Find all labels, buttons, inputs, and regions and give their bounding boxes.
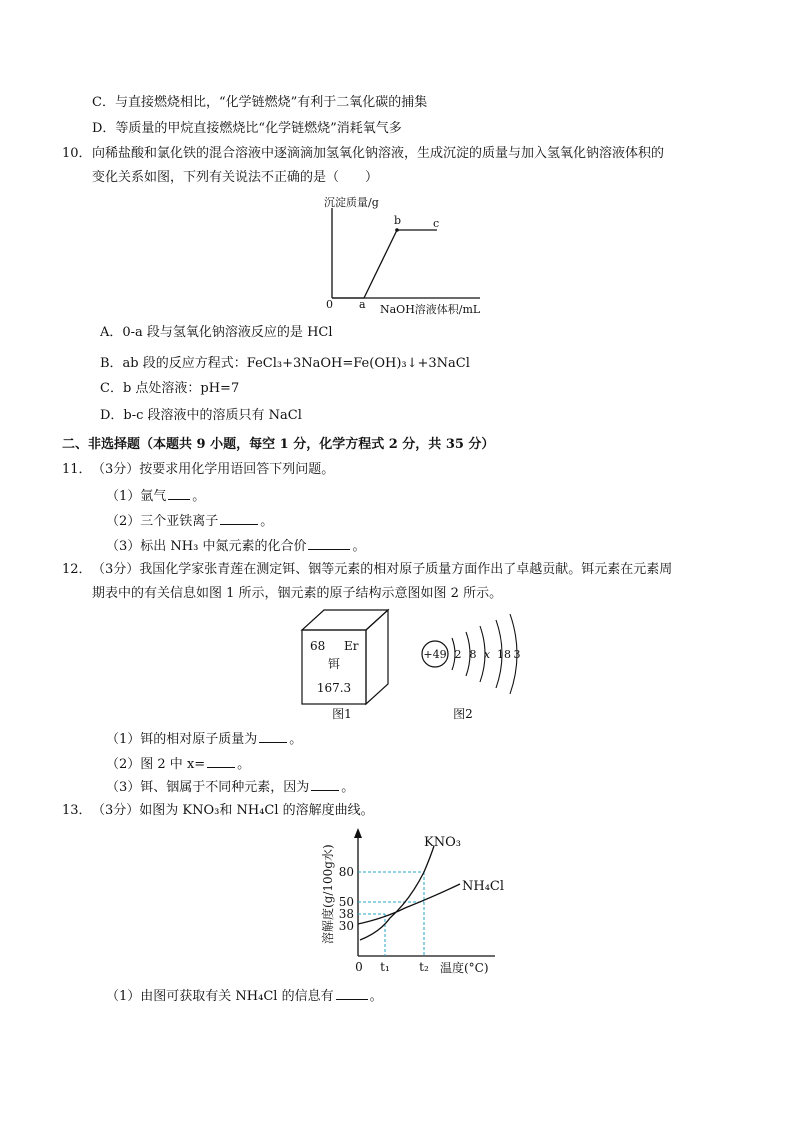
answer-blank (220, 511, 258, 525)
nh4cl-curve (358, 884, 460, 924)
answer-blank (168, 486, 190, 500)
q11-stem: （3分）按要求用化学用语回答下列问题。 (92, 462, 335, 477)
q13-number: 13． (62, 803, 92, 818)
answer-blank (308, 536, 350, 550)
erbium-periodic-cell-figure (296, 608, 396, 723)
x-tick-t1: t₁ (380, 960, 390, 974)
q10-option-a: A．0-a 段与氢氧化钠溶液反应的是 HCl (100, 325, 333, 340)
x-axis-label: 温度(°C) (440, 961, 489, 975)
graph-point-a-label: a (359, 298, 366, 311)
segment-a-b (364, 230, 397, 298)
solubility-curve-chart (310, 826, 520, 980)
answer-blank (336, 986, 368, 1000)
q9-option-c: C．与直接燃烧相比，“化学链燃烧”有利于二氧化碳的捕集 (92, 95, 428, 110)
q12-number: 12． (62, 562, 92, 577)
nuclear-charge: +49 (423, 648, 447, 661)
y-tick-30: 30 (338, 919, 354, 933)
shell-3-count: x (483, 648, 491, 661)
q11-number: 11． (62, 462, 92, 477)
origin-label: 0 (355, 960, 363, 974)
q10-option-b: B．ab 段的反应方程式：FeCl₃+3NaOH=Fe(OH)₃↓+3NaCl (100, 356, 470, 371)
graph-x-label: NaOH溶液体积/mL (380, 303, 481, 316)
point-b (395, 228, 399, 232)
y-tick-50: 50 (338, 895, 354, 909)
q12-stem-line2: 期表中的有关信息如图 1 所示，铟元素的原子结构示意图如图 2 所示。 (92, 586, 503, 601)
q12-part1: （1）铒的相对原子质量为 。 (106, 729, 302, 749)
q12-stem-line1: （3分）我国化学家张青莲在测定铒、铟等元素的相对原子质量方面作出了卓越贡献。铒元素在元素周 (92, 562, 673, 577)
y-tick-38: 38 (338, 907, 354, 921)
q10-number: 10． (62, 146, 92, 161)
graph-point-c-label: c (433, 217, 440, 230)
q10-stem-line1: 向稀盐酸和氯化铁的混合溶液中逐滴滴加氢氧化钠溶液，生成沉淀的质量与加入氢氧化钠溶液体积的 (92, 146, 665, 161)
q10-stem-line2: 变化关系如图，下列有关说法不正确的是（ ） (92, 170, 379, 185)
shell-5-count: 3 (513, 648, 521, 661)
nh4cl-label: NH₄Cl (462, 879, 505, 894)
atomic-mass: 167.3 (316, 681, 352, 695)
q9-option-d: D．等质量的甲烷直接燃烧比“化学链燃烧”消耗氧气多 (92, 121, 402, 136)
x-tick-t2: t₂ (419, 960, 429, 974)
graph-y-label: 沉淀质量/g (324, 196, 379, 209)
shell-1-count: 2 (454, 648, 462, 661)
shell-4-count: 18 (497, 648, 511, 661)
shell-2-count: 8 (469, 648, 477, 661)
q11-part1: （1）氩气 。 (106, 486, 205, 506)
q13-stem: （3分）如图为 KNO₃和 NH₄Cl 的溶解度曲线。 (92, 803, 374, 818)
y-axis-label: 溶解度(g/100g水) (321, 844, 335, 944)
figure2-caption: 图2 (453, 707, 473, 721)
graph-point-b-label: b (394, 214, 402, 227)
q11-part2: （2）三个亚铁离子 。 (106, 511, 273, 531)
indium-atomic-structure-figure (418, 608, 528, 723)
q10-option-c: C．b 点处溶液：pH=7 (100, 381, 240, 396)
kno3-label: KNO₃ (424, 835, 461, 850)
answer-blank (311, 777, 339, 791)
element-symbol: Er (344, 639, 359, 653)
element-name: 铒 (327, 657, 341, 671)
q10-option-d: D．b-c 段溶液中的溶质只有 NaCl (100, 408, 302, 423)
section-2-heading: 二、非选择题（本题共 9 小题，每空 1 分，化学方程式 2 分，共 35 分） (62, 437, 495, 452)
figure1-caption: 图1 (332, 707, 352, 721)
kno3-curve (360, 846, 434, 940)
y-axis-arrow (354, 828, 362, 838)
graph-origin-label: 0 (326, 298, 333, 311)
y-tick-80: 80 (338, 865, 354, 879)
answer-blank (207, 754, 235, 768)
answer-blank (259, 729, 287, 743)
q11-part3: （3）标出 NH₃ 中氮元素的化合价 。 (106, 536, 365, 556)
atomic-number: 68 (310, 639, 326, 653)
q12-part2: （2）图 2 中 x= 。 (106, 754, 250, 774)
precipitate-mass-graph (300, 190, 500, 320)
q13-part1: （1）由图可获取有关 NH₄Cl 的信息有 。 (106, 986, 383, 1006)
q12-part3: （3）铒、铟属于不同种元素，因为 。 (106, 777, 354, 797)
